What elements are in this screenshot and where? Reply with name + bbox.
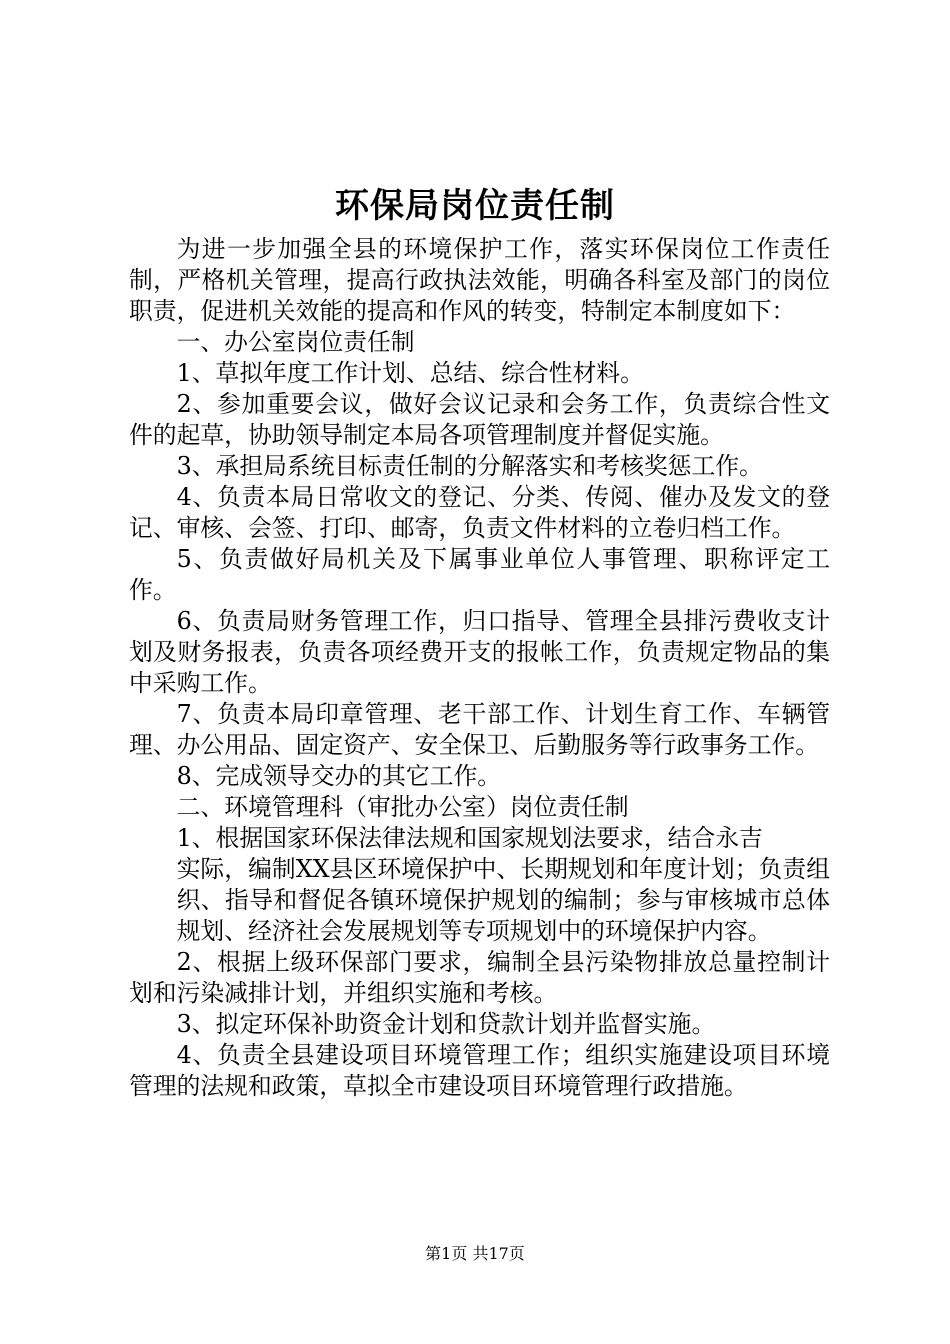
paragraph-item: 4、负责全县建设项目环境管理工作；组织实施建设项目环境管理的法规和政策，草拟全市建设项目环境管理行政措施。 xyxy=(129,1041,830,1100)
paragraph-item: 2、参加重要会议，做好会议记录和会务工作，负责综合性文件的起草，协助领导制定本局各项管理制度并督促实施。 xyxy=(129,390,830,449)
paragraph-item: 4、负责本局日常收文的登记、分类、传阅、催办及发文的登记、审核、会签、打印、邮寄，负责文件材料的立卷归档工作。 xyxy=(129,483,830,542)
paragraph-item: 7、负责本局印章管理、老干部工作、计划生育工作、车辆管理、办公用品、固定资产、安全保卫、后勤服务等行政事务工作。 xyxy=(129,700,830,759)
page-number-footer: 第1页 共17页 xyxy=(425,1244,525,1263)
paragraph-item: 2、根据上级环保部门要求，编制全县污染物排放总量控制计划和污染减排计划，并组织实施和考核。 xyxy=(129,948,830,1007)
section-heading-environment: 二、环境管理科（审批办公室）岗位责任制 xyxy=(176,793,629,821)
document-body xyxy=(129,234,830,1102)
paragraph-intro: 为进一步加强全县的环境保护工作，落实环保岗位工作责任制，严格机关管理，提高行政执法效能，明确各科室及部门的岗位职责，促进机关效能的提高和作风的转变，特制定本制度如下： xyxy=(129,235,830,325)
document-title: 环保局岗位责任制 xyxy=(335,186,615,226)
paragraph-item: 8、完成领导交办的其它工作。 xyxy=(176,762,502,790)
paragraph-item: 3、承担局系统目标责任制的分解落实和考核奖惩工作。 xyxy=(176,452,763,480)
paragraph-item: 5、负责做好局机关及下属事业单位人事管理、职称评定工作。 xyxy=(129,545,830,604)
paragraph-item-continued: 实际，编制XX县区环境保护中、长期规划和年度计划；负责组织、指导和督促各镇环境保护规划的编制；参与审核城市总体规划、经济社会发展规划等专项规划中的环境保护内容。 xyxy=(176,855,830,945)
paragraph-item: 1、草拟年度工作计划、总结、综合性材料。 xyxy=(176,359,644,387)
paragraph-item: 6、负责局财务管理工作，归口指导、管理全县排污费收支计划及财务报表，负责各项经费开支的报帐工作，负责规定物品的集中采购工作。 xyxy=(129,607,830,697)
paragraph-item: 3、拟定环保补助资金计划和贷款计划并监督实施。 xyxy=(176,1010,716,1038)
section-heading-office: 一、办公室岗位责任制 xyxy=(176,328,415,356)
paragraph-item: 1、根据国家环保法律法规和国家规划法要求，结合永吉 xyxy=(176,824,763,852)
